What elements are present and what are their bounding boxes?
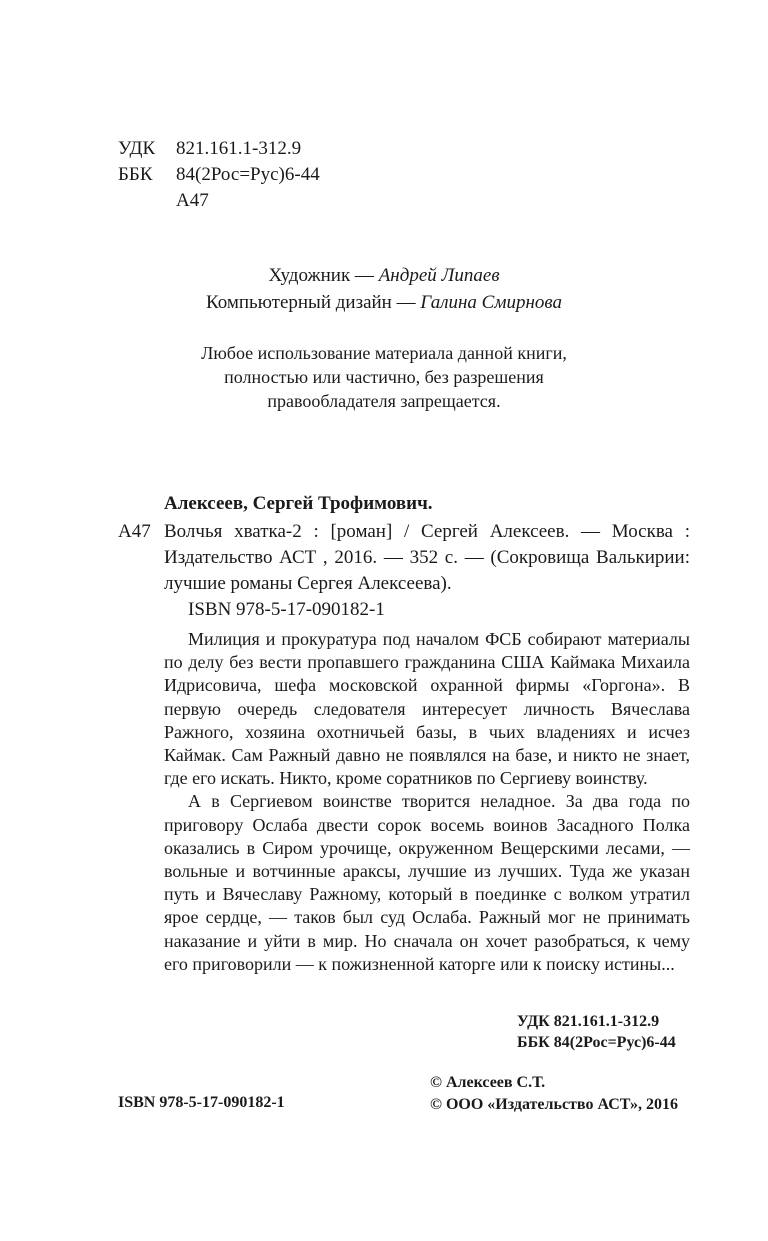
footer-bbk: ББК 84(2Рос=Рус)6-44 — [517, 1034, 676, 1051]
classification-block — [118, 136, 320, 214]
isbn-line: ISBN 978-5-17-090182-1 — [188, 599, 385, 620]
udk-value: 821.161.1-312.9 — [176, 138, 302, 159]
rights-line: полностью или частично, без разрешения — [224, 367, 544, 387]
copyright-author: © Алексеев С.Т. — [430, 1074, 546, 1091]
bib-author-sign: А47 — [118, 521, 151, 542]
design-name: Галина Смирнова — [420, 292, 562, 313]
design-role: Компьютерный дизайн — — [205, 292, 421, 313]
annotation-paragraph: А в Сергиевом воинстве творится неладное. За два года по приговору Ослаба двести сорок восемь воинов Засадного Полка оказались в Сиром урочище, окруженном Вещерскими лесами, — вольные и вотчинные араксы, лучшие из лучших. Туда же указан путь и Вячеславу Ражному, который в поединке с волком утратил ярое сердце, — таков был суд Ослаба. Ражный мог не принимать наказание и уйти в мир. Но сначала он хочет разобраться, к чему его приговорили — к пожизненной каторге или к поиску истины... — [164, 791, 690, 974]
bbk-label: ББК — [118, 164, 153, 185]
artist-role: Художник — — [268, 265, 379, 286]
bbk-value: 84(2Рос=Рус)6-44 — [176, 164, 320, 185]
credits-block — [0, 262, 768, 316]
footer-isbn: ISBN 978-5-17-090182-1 — [118, 1094, 285, 1111]
bibliographic-record: Волчья хватка-2 : [роман] / Сергей Алексеев. — Москва : Издательство АСТ , 2016. — 352 с. — (Сокровища Валькирии: лучшие романы Сергея Алексеева). — [164, 521, 690, 594]
copyright-block — [430, 1072, 678, 1116]
rights-line: правообладателя запрещается. — [267, 391, 501, 411]
design-credit — [0, 289, 768, 316]
rights-notice — [0, 341, 768, 413]
footer-udk: УДК 821.161.1-312.9 — [517, 1013, 660, 1030]
artist-credit — [0, 262, 768, 289]
udk-label: УДК — [118, 138, 156, 159]
copyright-publisher: © ООО «Издательство АСТ», 2016 — [430, 1096, 679, 1113]
footer-codes — [517, 1011, 676, 1053]
author-sign: А47 — [176, 190, 209, 211]
annotation-paragraph: Милиция и прокуратура под началом ФСБ собирают материалы по делу без вести пропавшего гражданина США Каймака Михаила Идрисовича, шефа московской охранной фирмы «Горгона». В первую очередь следователя интересует личность Вячеслава Ражного, хозяина охотничьей базы, в чьих владениях и исчез Каймак. Сам Ражный давно не появлялся на базе, и никто не знает, где его искать. Никто, кроме соратников по Сергиеву воинству. — [164, 629, 690, 789]
bbk-row — [118, 162, 320, 188]
rights-line: Любое использование материала данной книги, — [201, 343, 567, 363]
author-heading: Алексеев, Сергей Трофимович. — [164, 493, 433, 514]
udk-row — [118, 136, 320, 162]
annotation — [164, 628, 690, 976]
artist-name: Андрей Липаев — [378, 265, 500, 286]
